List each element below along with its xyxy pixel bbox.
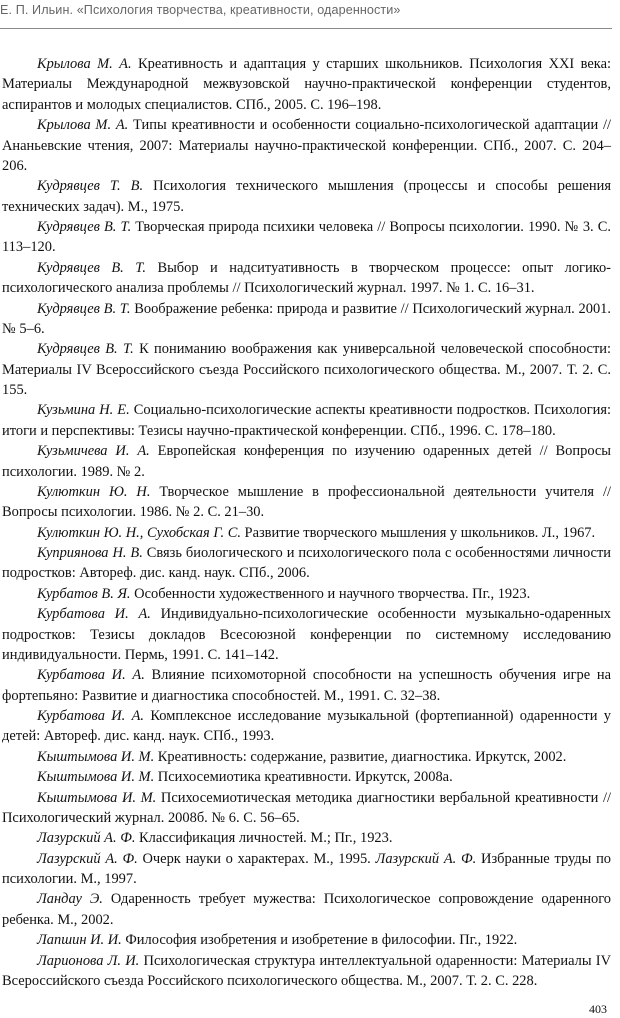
reference-entry — [2, 665, 611, 706]
reference-text: Креативность: содержание, развитие, диагностика. Иркутск, 2002. — [154, 748, 567, 765]
reference-entry — [2, 889, 611, 930]
reference-author: Кудрявцев В. Т. — [37, 259, 146, 276]
page-number: 403 — [589, 1002, 607, 1016]
reference-text: Креативность и адаптация у старших школьников. Психология XXI века: Материалы Международной межвузовской научно-практической конференции студентов, аспирантов и молодых специалистов. СПб., 2005. С. 196–198. — [2, 56, 611, 113]
reference-author: Курбатова И. А. — [37, 667, 145, 684]
reference-author: Ларионова Л. И. — [37, 952, 140, 969]
reference-entry — [2, 849, 611, 890]
reference-author: Курбатова И. А. — [37, 708, 145, 724]
reference-text: Индивидуально-психологические особенности музыкально-одаренных подростков: Тезисы докладов Всесоюзной конференции по системному исследованию индивидуальности. Пермь, 1991. С. 141–142. — [2, 606, 611, 663]
reference-list — [2, 54, 611, 991]
reference-author: Лазурский А. Ф. — [375, 850, 477, 867]
reference-text: Одаренность требует мужества: Психологическое сопровождение одаренного ребенка. М., 2002. — [2, 891, 611, 928]
reference-text: Типы креативности и особенности социально-психологической адаптации // Ананьевские чтения, 2007: Материалы научно-практической конференции. СПб., 2007. С. 204–206. — [2, 117, 611, 174]
reference-entry — [2, 176, 611, 217]
reference-entry — [2, 299, 611, 340]
reference-author: Курбатов В. Я. — [37, 585, 131, 602]
reference-author: Лазурский А. Ф. — [37, 830, 136, 847]
reference-entry — [2, 706, 611, 747]
reference-text: Особенности художественного и научного творчества. Пг., 1923. — [130, 585, 531, 602]
reference-author: Кудрявцев В. Т. — [37, 341, 134, 358]
reference-entry — [2, 258, 611, 299]
reference-entry — [2, 747, 611, 767]
reference-text: Воображение ребенка: природа и развитие // Психологический журнал. 2001. № 5–6. — [2, 300, 611, 337]
reference-text: Творческая природа психики человека // Вопросы психологии. 1990. № 3. С. 113–120. — [2, 219, 611, 256]
reference-text: Развитие творческого мышления у школьников. Л., 1967. — [240, 524, 596, 541]
running-head: Е. П. Ильин. «Психология творчества, креативности, одаренности» — [0, 3, 401, 17]
reference-author: Кыштымова И. М. — [37, 789, 157, 806]
reference-entry — [2, 788, 611, 829]
reference-text: К пониманию воображения как универсальной человеческой способности: Материалы IV Всероссийского съезда Российского психологического общества. М., 2007. Т. 2. С. 155. — [2, 341, 612, 398]
reference-entry — [2, 54, 611, 115]
reference-text: Избранные труды по психологии. М., 1997. — [2, 850, 612, 887]
reference-text: Очерк науки о характерах. М., 1995. — [137, 850, 371, 867]
reference-entry — [2, 584, 611, 604]
reference-author: Кудрявцев В. Т. — [37, 219, 132, 235]
reference-author: Кыштымова И. М. — [37, 769, 155, 786]
reference-text: Психология технического мышления (процессы и способы решения технических задач). М., 1975. — [2, 178, 611, 215]
reference-author: Куприянова Н. В. — [37, 545, 143, 561]
reference-author: Лазурский А. Ф. — [37, 850, 138, 867]
reference-entry — [2, 482, 611, 523]
reference-text: Влияние психомоторной способности на успешность обучения игре на фортепьяно: Развитие и диагностика способностей. М., 1991. С. 32–38. — [2, 667, 611, 704]
reference-text: Психосемиотическая методика диагностики вербальной креативности // Психологический журнал. 2008б. № 6. С. 56–65. — [2, 789, 611, 826]
reference-author: Кузьмичева И. А. — [37, 443, 150, 460]
reference-text: Выбор и надситуативность в творческом процессе: опыт логико-психологического анализа проблемы // Психологический журнал. 1997. № 1. С. 16–31. — [2, 259, 611, 297]
reference-entry — [2, 951, 611, 992]
reference-text: Философия изобретения и изобретение в философии. Пг., 1922. — [121, 932, 518, 949]
reference-entry — [2, 604, 611, 665]
reference-author: Курбатова И. А. — [37, 606, 151, 623]
reference-author: Крылова М. А. — [37, 117, 129, 134]
reference-entry — [2, 441, 611, 482]
reference-entry — [2, 339, 611, 400]
reference-entry — [2, 523, 611, 543]
reference-text: Связь биологического и психологического пола с особенностями личности подростков: Автореф. дис. канд. наук. СПб., 2006. — [2, 545, 611, 582]
reference-text: Психосемиотика креативности. Иркутск, 2008а. — [154, 769, 453, 786]
reference-author: Кудрявцев Т. В. — [37, 178, 144, 195]
reference-author: Лапшин И. И. — [37, 932, 122, 949]
reference-author: Кузьмина Н. Е. — [37, 402, 130, 419]
reference-author: Кыштымова И. М. — [37, 748, 155, 765]
reference-text: Социально-психологические аспекты креативности подростков. Психология: итоги и перспективы: Тезисы научно-практической конференции. СПб., 1996. С. 178–180. — [2, 402, 612, 439]
reference-text: Психологическая структура интеллектуальной одаренности: Материалы IV Всероссийского съезда Российского психологического общества. М., 2007. Т. 2. С. 228. — [2, 952, 612, 989]
reference-author: Кулюткин Ю. Н., Сухобская Г. С. — [37, 524, 241, 541]
reference-entry — [2, 543, 611, 584]
reference-text: Европейская конференция по изучению одаренных детей // Вопросы психологии. 1989. № 2. — [2, 443, 612, 480]
reference-entry — [2, 930, 611, 950]
reference-text: Классификация личностей. М.; Пг., 1923. — [135, 830, 393, 847]
reference-author: Крылова М. А. — [37, 56, 132, 72]
reference-author: Кудрявцев В. Т. — [37, 300, 131, 317]
reference-author: Кулюткин Ю. Н. — [37, 483, 151, 500]
reference-entry — [2, 400, 611, 441]
reference-entry — [2, 767, 611, 787]
reference-author: Ландау Э. — [37, 891, 103, 908]
reference-text: Творческое мышление в профессиональной деятельности учителя // Вопросы психологии. 1986. № 2. С. 21–30. — [2, 483, 612, 521]
reference-entry — [2, 828, 611, 848]
header-rule — [0, 28, 612, 29]
reference-entry — [2, 115, 611, 176]
reference-text: Комплексное исследование музыкальной (фортепианной) одаренности у детей: Автореф. дис. канд. наук. СПб., 1993. — [2, 708, 611, 745]
reference-entry — [2, 217, 611, 258]
